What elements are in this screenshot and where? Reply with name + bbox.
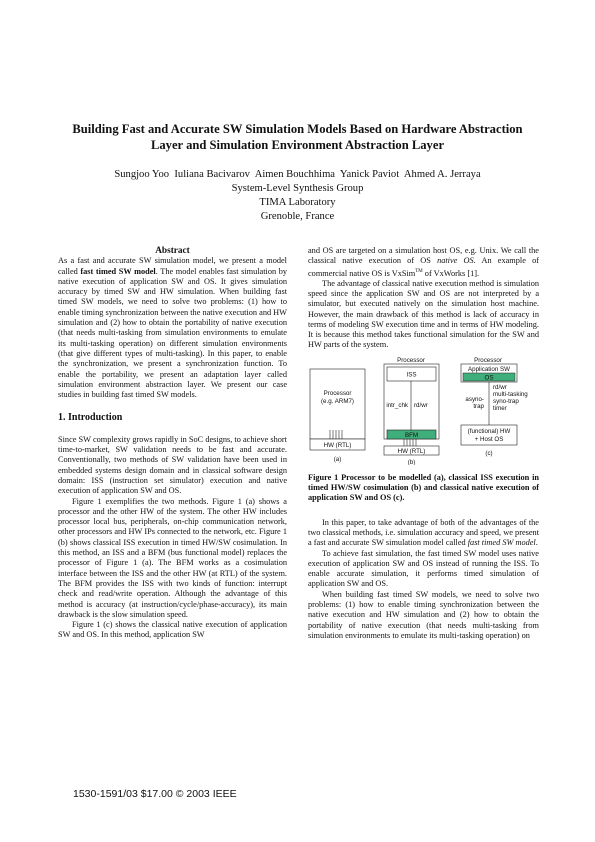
figure-label-c: (c) (485, 449, 493, 457)
paper-title: Building Fast and Accurate SW Simulation Models Based on Hardware Abstraction Layer and Simulation Environment Abstraction Layer (72, 122, 523, 152)
affiliation-lab: TIMA Laboratory (259, 197, 336, 208)
left-column (58, 246, 287, 641)
author-names: Sungjoo Yoo Iuliana Bacivarov Aimen Bouchhima Yanick Paviot Ahmed A. Jerraya (114, 169, 481, 180)
italic-term: native OS (437, 256, 474, 266)
author-block (40, 168, 555, 224)
text-span: of VxWorks [1]. (422, 268, 480, 278)
hw-rtl-a-label: HW (RTL) (323, 441, 352, 449)
functional-hw-label: (functional) HW (467, 427, 511, 435)
right-column (308, 246, 539, 641)
affiliation-group: System-Level Synthesis Group (231, 183, 364, 194)
abstract-text-part: . The model enables fast simulation by native execution of application SW and OS. It gives simulation accuracy by timed SW and HW simulation. When building fast timed SW models, we need to solve two problems: (1) how to enable timing synchronization between the native execution and HW simulation and (2) how to obtain the portability of native execution (that needs multi-tasking from simulation environments to emulate its multi-tasking operation) on different simulation environments (that give different types of multi-tasking). In this paper, to enable the synchronization, we present a synchronization function. To enable the portability, we present an adaptation layer called simulation environment abstraction layer. We present our case studies in building fast timed SW models. (58, 266, 288, 400)
text-span: and OS are targeted on a simulation host OS, e.g. Unix. We call the classical native execution of OS (308, 246, 539, 266)
trademark-sup: TM (415, 268, 423, 274)
figure-1 (308, 357, 539, 465)
multitasking-label: multi-tasking (493, 390, 528, 398)
rd-wr-label-c: rd/wr (493, 383, 507, 391)
body-paragraph: To achieve fast simulation, the fast timed SW model uses native execution of application SW and OS instead of running the ISS. To enable accurate simulation, it performs timed simulation of application SW and OS. (308, 548, 539, 589)
intro-paragraph: Figure 1 exemplifies the two methods. Figure 1 (a) shows a processor and the other HW of the system. The other HW includes processor local bus, peripherals, on-chip communication network, other processors and HW IPs connected to the network, etc. Figure 1 (b) shows classical ISS execution in timed HW/SW cosimulation. In this method, an ISS and a BFM (bus functional model) replaces the processor of Figure 1 (a). The BFM works as a cosimulation interface between the ISS and the other HW (at RTL) of the system. The BFM provides the ISS with two kinds of function: interrupt check and read/write operation. Although the advantage of this method is accuracy (at instruction/cycle/phase-accuracy), its main drawback is the slow simulation speed. (58, 496, 287, 619)
abstract-bold-term: fast timed SW model (80, 266, 156, 276)
intr-chk-label: intr_chk (386, 401, 408, 409)
bfm-label: BFM (404, 431, 419, 439)
os-label: OS (484, 374, 494, 382)
abstract-text-part: As a fast and accurate SW simulation model, we present a model called (58, 256, 287, 276)
figure-label-b: (b) (407, 458, 416, 465)
figure-label-a: (a) (333, 455, 342, 463)
iss-label: ISS (406, 371, 417, 379)
bus-arrows-b (404, 439, 416, 446)
rd-wr-label-b: rd/wr (414, 401, 428, 409)
application-sw-label: Application SW (468, 365, 510, 373)
hw-rtl-b-label: HW (RTL) (397, 447, 426, 455)
text-span: In this paper, to take advantage of both of the advantages of the two classical methods, i.e. simulation accuracy and speed, we present a fast and accurate SW simulation model called (308, 517, 539, 548)
processor-a-example: (e.g. ARM7) (320, 397, 355, 405)
section-heading-introduction: 1. Introduction (58, 412, 123, 424)
trap-label: trap (473, 402, 484, 410)
intro-paragraph: Since SW complexity grows rapidly in SoC designs, to achieve short time-to-market, SW validation needs to be fast and accurate. Conventionally, two methods of SW validation have been used in embedded systems design domain and in classical software design domain: ISS (instruction set simulator) execution and native execution of application SW and OS. (58, 434, 287, 496)
italic-term: fast timed SW model (467, 538, 536, 548)
timer-label: timer (493, 404, 507, 412)
body-paragraph (308, 246, 539, 279)
affiliation-location: Grenoble, France (260, 211, 335, 222)
body-paragraph: When building fast timed SW models, we need to solve two problems: (1) how to enable timing synchronization between the native execution and HW simulation and (2) how to obtain the portability of native execution (that needs multi-tasking from simulation environments to emulate its multi-tasking operation) on (308, 589, 539, 640)
syno-trap-label: syno-trap (493, 397, 519, 405)
figure-1-caption: Figure 1 Processor to be modelled (a), classical ISS execution in timed HW/SW cosimulation (b) and classical native execution of application SW and OS (c). (308, 472, 539, 503)
body-paragraph (308, 518, 539, 549)
intro-paragraph: Figure 1 (c) shows the classical native execution of application SW and OS. In this method, application SW (58, 620, 287, 640)
copyright-footer: 1530-1591/03 $17.00 © 2003 IEEE (73, 788, 237, 800)
asyno-label: asyno- (465, 395, 484, 403)
processor-c-label: Processor (474, 356, 502, 364)
text-span: . An example of commercial native OS is VxSim (308, 256, 539, 278)
host-os-label: + Host OS (474, 435, 504, 443)
processor-a-label: Processor (323, 389, 352, 397)
processor-b-label: Processor (397, 356, 425, 364)
figure-1-diagram (308, 357, 539, 465)
abstract-text (58, 256, 287, 400)
text-span: . (535, 538, 538, 548)
abstract-heading: Abstract (155, 246, 190, 256)
body-paragraph: The advantage of classical native execution method is simulation speed since the application SW and OS are not interpreted by a simulator, but executed natively on the simulation host machine. However, the main drawback of this method is lack of accuracy in terms of modeling SW execution time and in terms of HW modeling. It is because this method takes functional simulation for the SW and HW parts of the system. (308, 278, 539, 350)
